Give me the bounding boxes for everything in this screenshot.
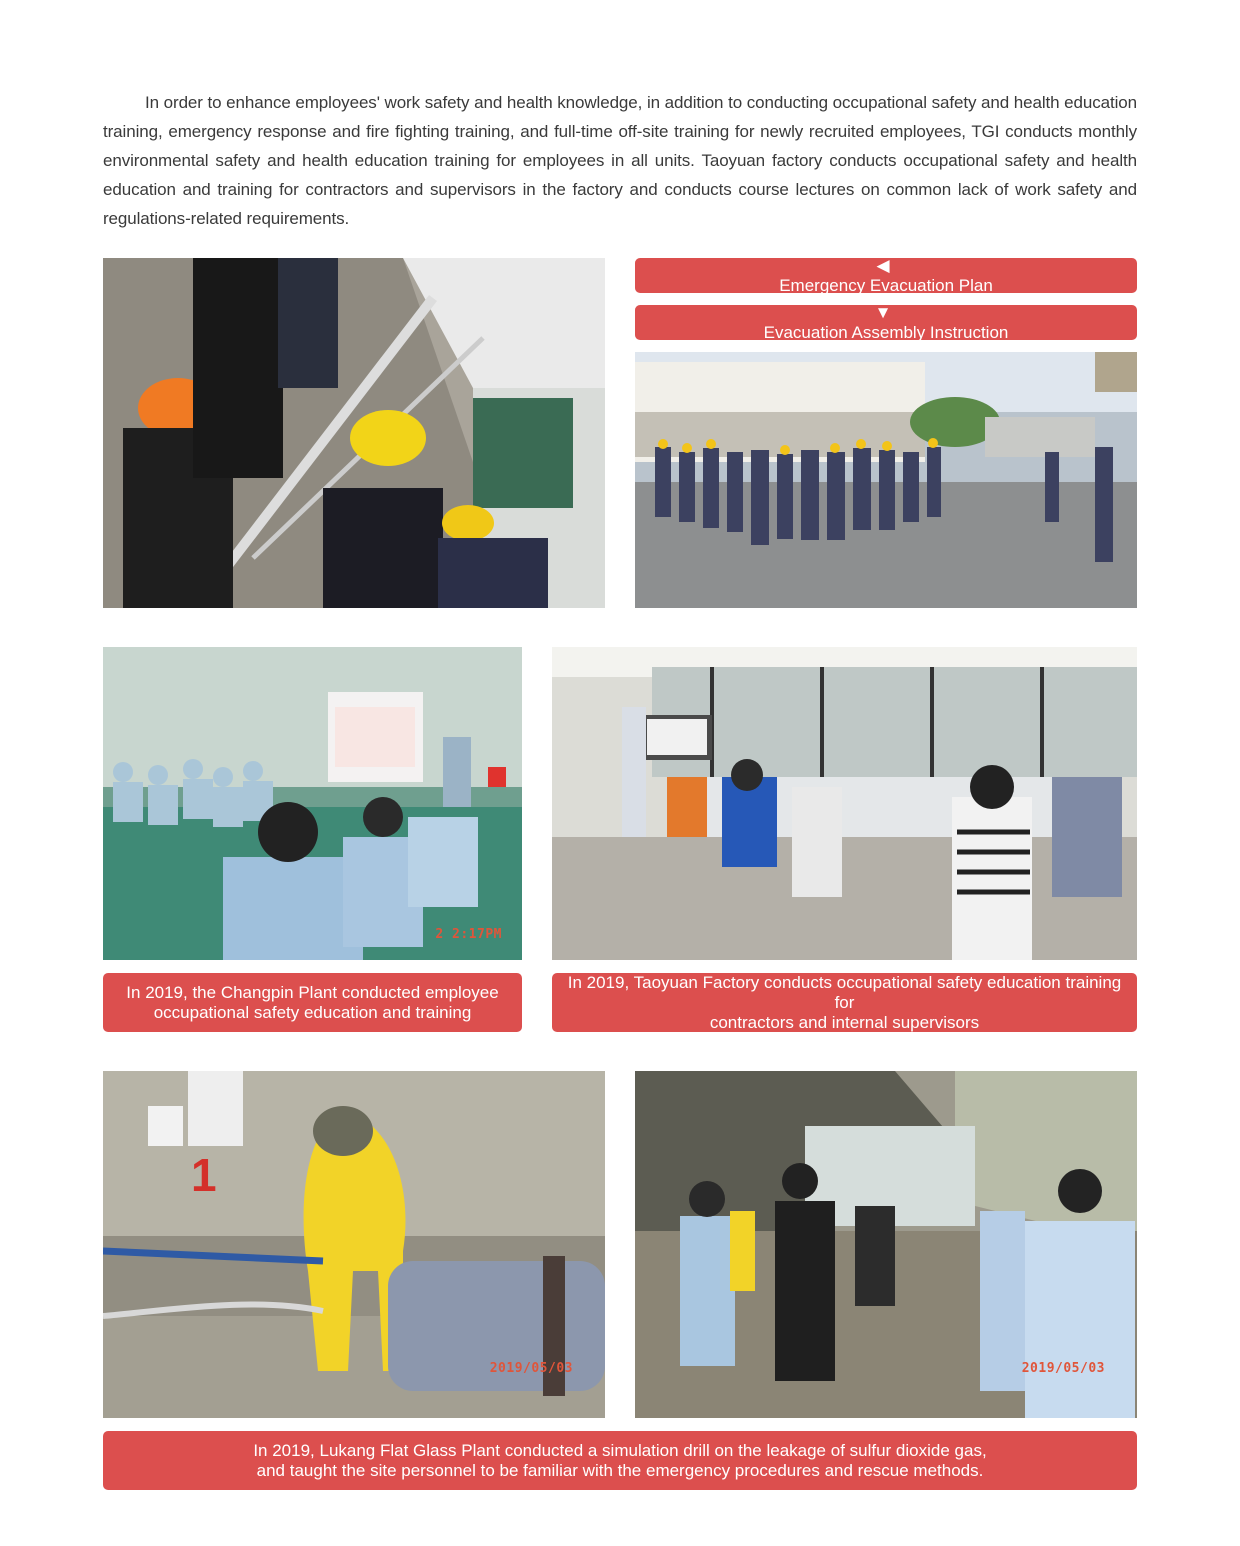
intro-paragraph: In order to enhance employees' work safety and health knowledge, in addition to conducting occupational safety and health education training, emergency response and fire fighting training, and full-time off-site training for newly recruited employees, TGI conducts monthly environmental safety and health education training for employees in all units. Taoyuan factory conducts occupational safety and health education and training for contractors and supervisors in the factory and conducts course lectures on common lack of work safety and regulations-related requirements. <box>103 93 1137 228</box>
photo-timestamp: 2 2:17PM <box>435 927 502 942</box>
photo-gas-leak-suit <box>103 1071 605 1418</box>
photo-rescue-drill <box>635 1071 1137 1418</box>
photo-date-right: 2019/05/03 <box>1021 1361 1105 1376</box>
changpin-caption <box>103 973 522 1032</box>
changpin-caption-line2: occupational safety education and training <box>153 1002 472 1022</box>
taoyuan-caption-line2: contractors and internal supervisors <box>709 1012 980 1032</box>
taoyuan-caption-line1: In 2019, Taoyuan Factory conducts occupational safety education training for <box>567 972 1122 1012</box>
down-arrow-icon: ▼ <box>874 302 892 322</box>
lukang-caption-line1: In 2019, Lukang Flat Glass Plant conducted a simulation drill on the leakage of sulfur dioxide gas, <box>253 1440 987 1460</box>
assembly-instruction-label <box>635 302 1137 342</box>
assembly-instruction-text: Evacuation Assembly Instruction <box>763 322 1009 342</box>
evacuation-plan-label <box>635 255 1137 295</box>
evacuation-plan-text: Emergency Evacuation Plan <box>779 275 993 295</box>
photo-date-left: 2019/05/03 <box>489 1361 573 1376</box>
photo-changpin-training <box>103 647 522 960</box>
lukang-caption-line2: and taught the site personnel to be familiar with the emergency procedures and rescue methods. <box>256 1460 984 1480</box>
lukang-caption <box>103 1431 1137 1490</box>
changpin-caption-line1: In 2019, the Changpin Plant conducted employee <box>126 982 499 1002</box>
photo-stairwell-evacuation <box>103 258 605 608</box>
photo-assembly-point <box>635 352 1137 608</box>
photo-taoyuan-training <box>552 647 1137 960</box>
taoyuan-caption <box>552 973 1137 1032</box>
left-arrow-icon: ◀ <box>876 255 890 275</box>
svg-text:1: 1 <box>191 1149 217 1201</box>
